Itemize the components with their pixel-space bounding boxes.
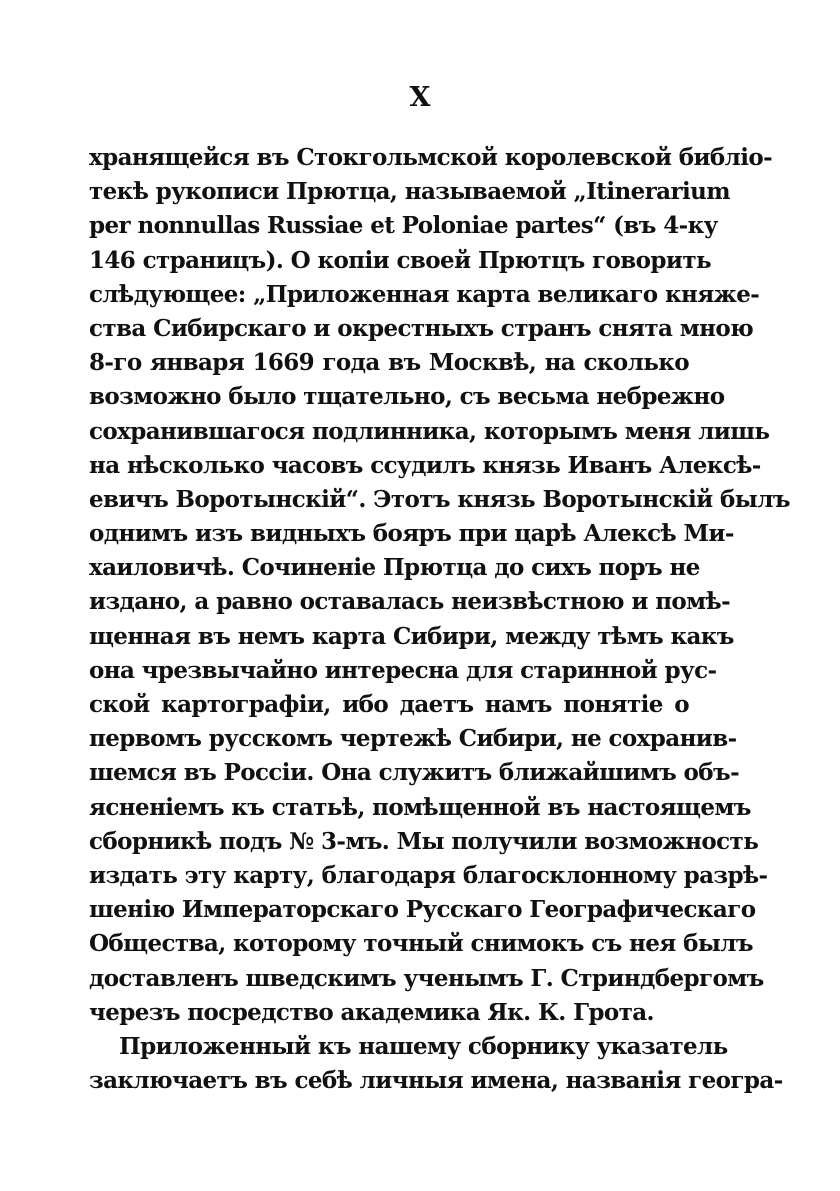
text-line: первомъ русскомъ чертежѣ Сибири, не сохранив- — [89, 725, 737, 753]
text-line: ства Сибирскаго и окрестныхъ странъ снята мною — [89, 314, 754, 342]
text-line: заключаетъ въ себѣ личныя имена, названія геогра- — [89, 1067, 783, 1095]
text-line: черезъ посредство академика Як. К. Грота. — [89, 998, 654, 1026]
body-text — [89, 141, 790, 1098]
text-line: сохранившагося подлинника, которымъ меня лишь — [89, 417, 770, 445]
text-line: она чрезвычайно интересна для старинной рус- — [89, 656, 717, 684]
text-line: 146 страницъ). О копіи своей Прютцъ говорить — [89, 246, 711, 274]
text-line: на нѣсколько часовъ ссудилъ князь Иванъ Алексѣ- — [89, 451, 761, 479]
text-line: доставленъ шведскимъ ученымъ Г. Стриндбергомъ — [89, 964, 764, 992]
text-line: шемся въ Россіи. Она служитъ ближайшимъ объ- — [89, 759, 740, 787]
text-line: per nonnullas Russiae et Poloniae partes“ (въ 4-ку — [89, 212, 718, 240]
text-line: хранящейся въ Стокгольмской королевской библіо- — [89, 144, 773, 171]
paragraph-first-line: Приложенный къ нашему сборнику указатель — [119, 1032, 728, 1060]
text-line: Общества, которому точный снимокъ съ нея былъ — [89, 930, 753, 958]
text-line: хаиловичѣ. Сочиненіе Прютца до сихъ поръ не — [89, 554, 700, 582]
text-line: сборникѣ подъ № 3-мъ. Мы получили возможность — [89, 827, 759, 855]
text-line: евичъ Воротынскій“. Этотъ князь Воротынскій былъ — [89, 485, 790, 513]
text-line: шенію Императорскаго Русскаго Географическаго — [89, 896, 756, 924]
text-line: 8-го января 1669 года въ Москвѣ, на сколько — [89, 349, 689, 377]
text-line: ясненіемъ къ статьѣ, помѣщенной въ настоящемъ — [89, 793, 751, 821]
text-line: издать эту карту, благодаря благосклонному разрѣ- — [89, 861, 768, 889]
text-line: щенная въ немъ карта Сибири, между тѣмъ какъ — [89, 622, 734, 650]
text-line: издано, а равно оставалась неизвѣстною и помѣ- — [89, 588, 731, 616]
text-line: возможно было тщательно, съ весьма небрежно — [89, 383, 725, 411]
text-line: текѣ рукописи Прютца, называемой „Itinerarium — [89, 178, 730, 206]
text-line: однимъ изъ видныхъ бояръ при царѣ Алексѣ Ми- — [89, 520, 734, 548]
page-number: X — [409, 82, 431, 113]
text-line: ской картографіи, ибо даетъ намъ понятіе о — [89, 691, 689, 718]
text-line: слѣдующее: „Приложенная карта великаго княже- — [89, 280, 760, 308]
